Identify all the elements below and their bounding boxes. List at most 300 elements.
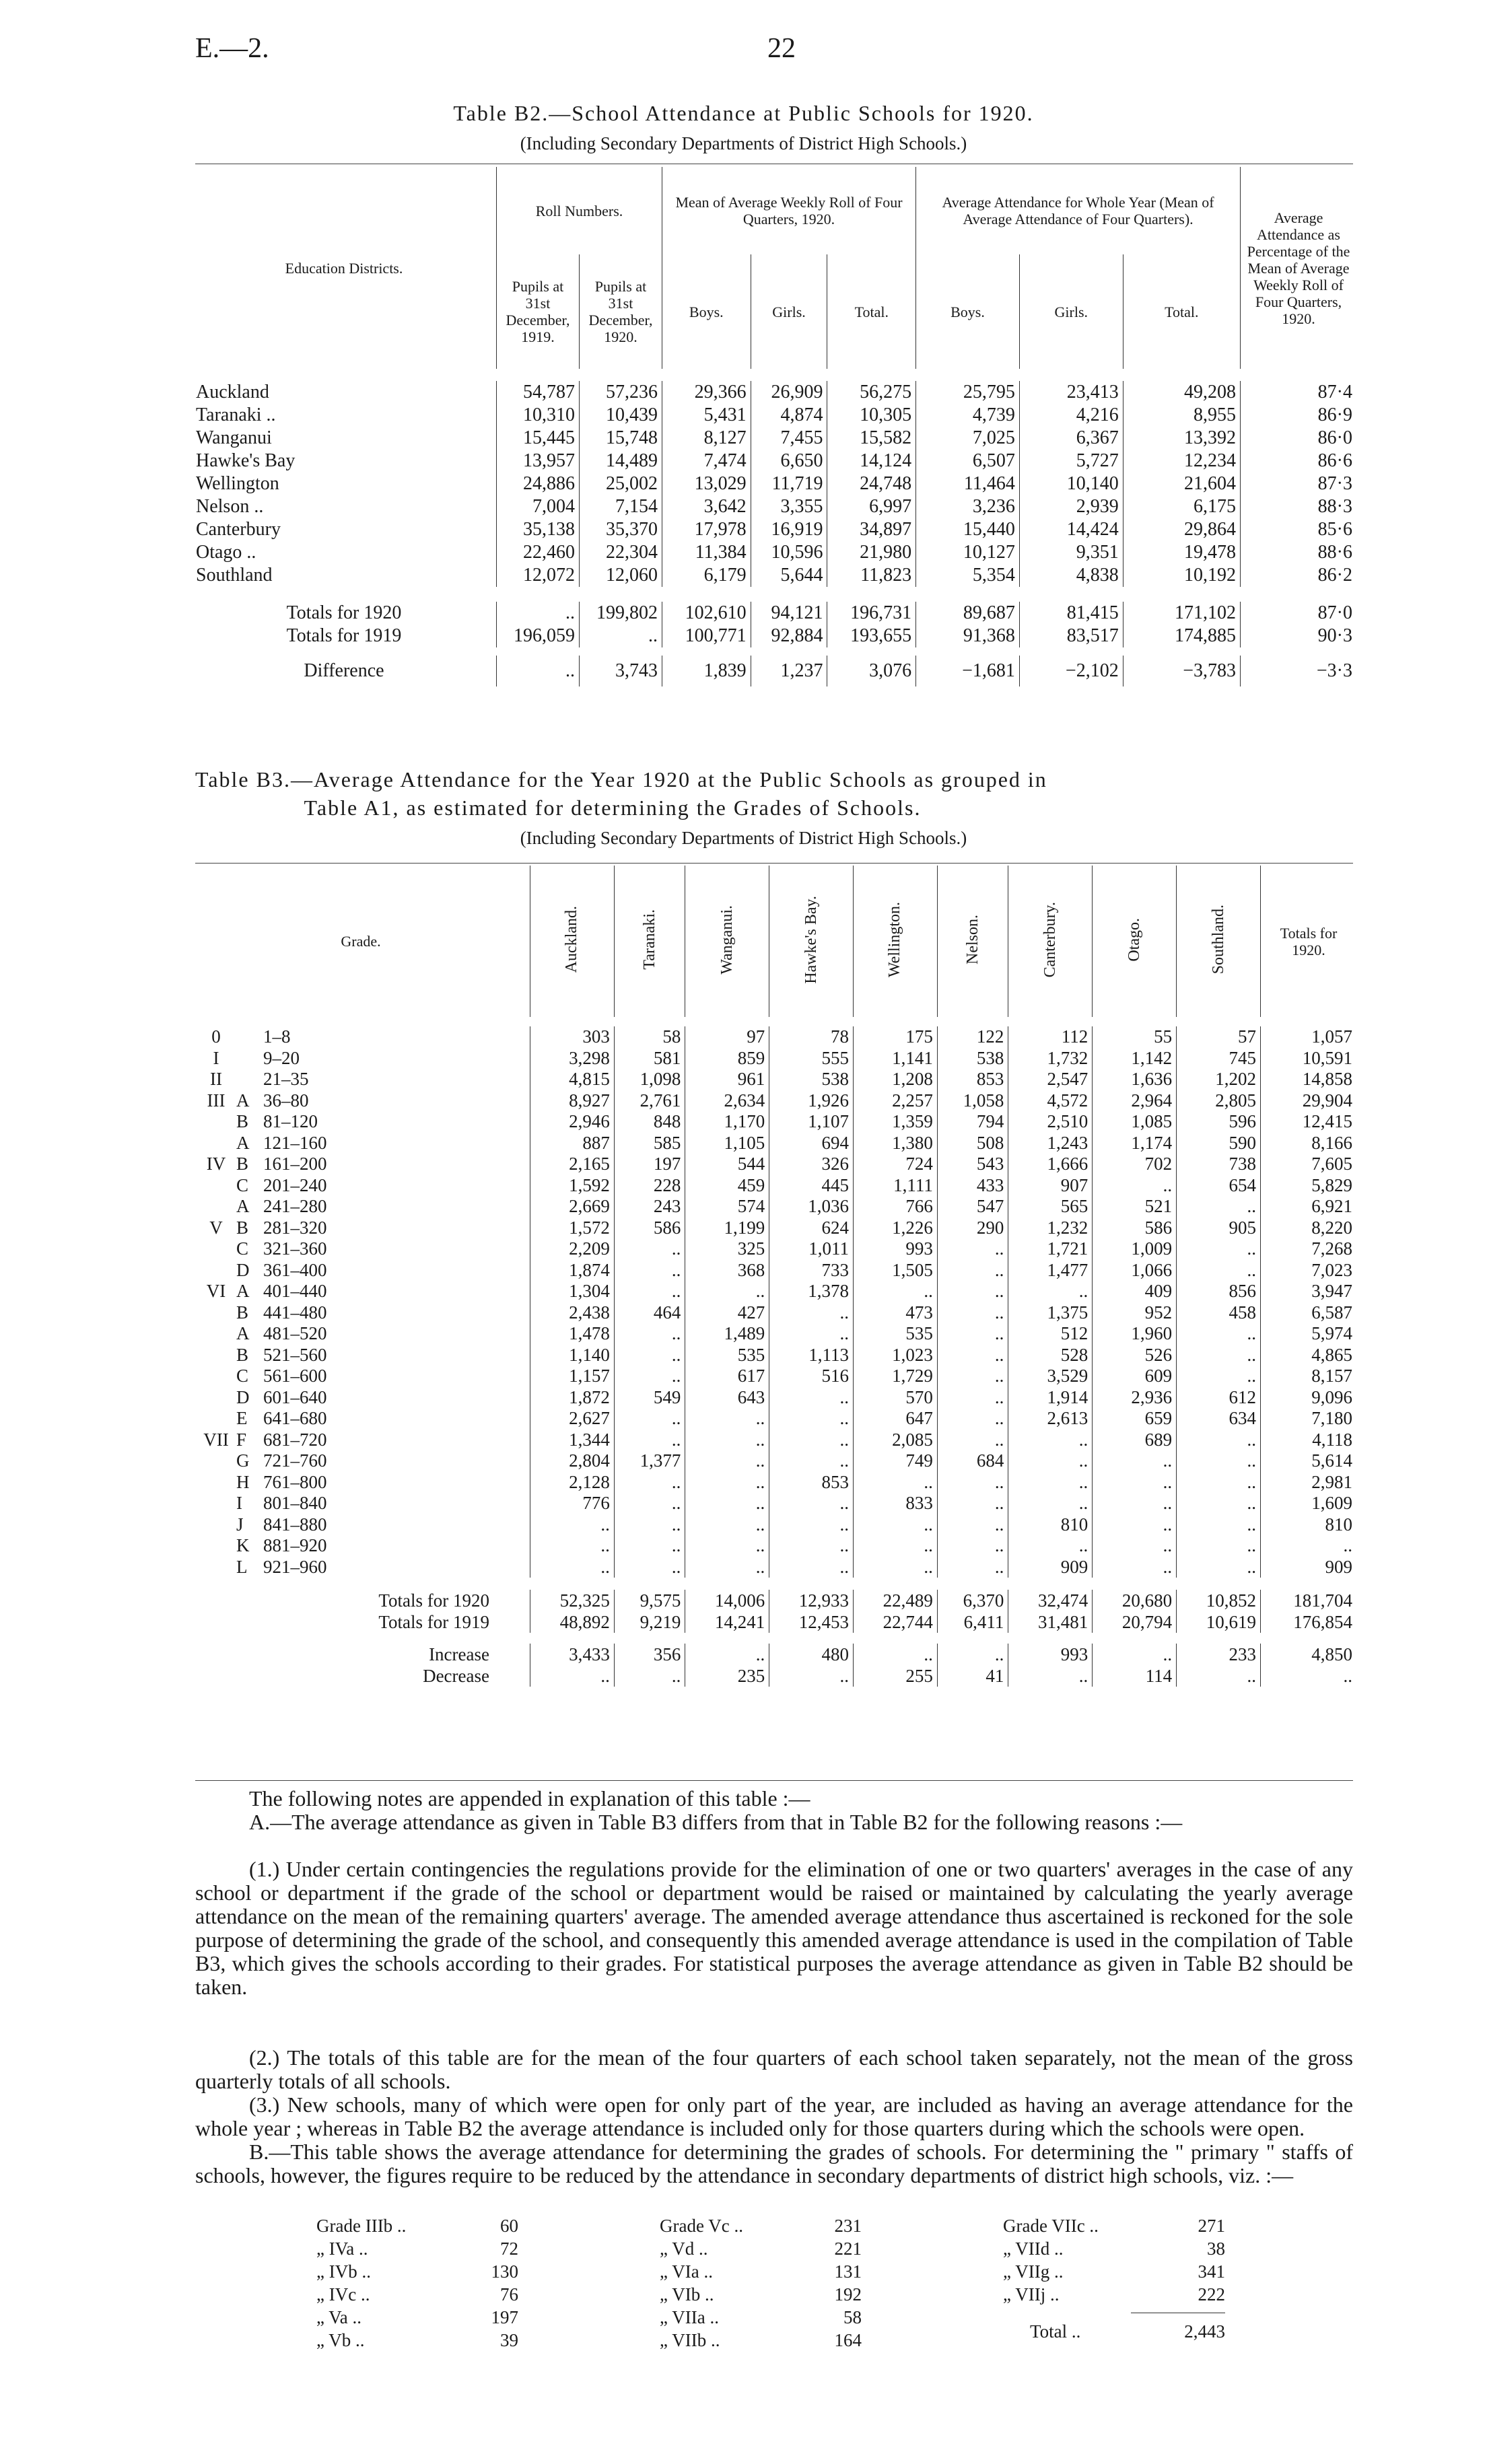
b3-cell: 766	[854, 1196, 938, 1218]
secondary-value: 39	[500, 2330, 518, 2350]
b3-cell: ..	[937, 1387, 1008, 1409]
b2-cell: 3,076	[827, 656, 916, 687]
secondary-value: 222	[1198, 2284, 1225, 2304]
b3-cell: ..	[614, 1260, 685, 1281]
grade-letter: A	[236, 1090, 250, 1111]
grade-letter: D	[236, 1259, 250, 1280]
b3-cell: 6,370	[937, 1590, 1008, 1611]
b3-cell: 1,009	[1093, 1238, 1177, 1260]
grade-cell	[192, 1430, 530, 1451]
b3-cell: 859	[685, 1048, 769, 1069]
b3-cell: 776	[530, 1493, 615, 1514]
b3-cell: 538	[769, 1069, 854, 1090]
b2-cell: 3,236	[916, 495, 1020, 518]
b3-cell: 1,344	[530, 1430, 615, 1451]
b3-cell: ..	[1177, 1196, 1261, 1218]
b3-cell: 8,157	[1261, 1366, 1357, 1387]
grade-cell	[192, 1048, 530, 1069]
b3-header-grade: Grade.	[341, 933, 381, 950]
b2-spacer	[192, 647, 1356, 656]
b3-increase-row	[192, 1644, 1356, 1665]
b2-cell: 12,234	[1123, 450, 1240, 472]
grade-range: 521–560	[263, 1344, 327, 1365]
b2-row	[192, 427, 1356, 450]
b3-cell: 535	[854, 1323, 938, 1345]
b3-cell: 581	[614, 1048, 685, 1069]
district-name: Wanganui	[196, 427, 272, 448]
b3-row-label: Decrease	[423, 1665, 489, 1686]
table-b3	[192, 866, 1356, 1687]
b2-spacer	[192, 369, 1356, 381]
b3-cell: 1,174	[1093, 1133, 1177, 1154]
secondary-value: 197	[491, 2307, 518, 2327]
b3-cell: ..	[769, 1514, 854, 1536]
b3-decrease-row	[192, 1665, 1356, 1687]
table-b3-caption-line2: Table A1, as estimated for determining the Grades of Schools.	[304, 796, 922, 820]
district-name: Taranaki ..	[196, 404, 276, 425]
b2-cell: 7,474	[662, 450, 751, 472]
b3-cell: 1,721	[1008, 1238, 1093, 1260]
b2-row	[192, 404, 1356, 427]
b2-cell: 22,304	[580, 541, 662, 564]
b2-cell: 24,748	[827, 472, 916, 495]
b3-cell: 433	[937, 1175, 1008, 1197]
b3-cell: 1,872	[530, 1387, 615, 1409]
secondary-grade: „ VIIb ..	[660, 2330, 720, 2350]
b3-cell: 853	[937, 1069, 1008, 1090]
b3-cell: ..	[685, 1281, 769, 1302]
secondary-grade: Grade Vc ..	[660, 2216, 743, 2236]
b3-cell: 1,199	[685, 1218, 769, 1239]
b3-header-district	[937, 866, 1008, 1017]
b3-row	[192, 1302, 1356, 1324]
b3-cell: 570	[854, 1387, 938, 1409]
b2-header-mean: Mean of Average Weekly Roll of Four Quarters, 1920.	[662, 167, 916, 254]
b2-cell: 35,138	[497, 518, 580, 541]
b3-cell: 122	[937, 1026, 1008, 1048]
b3-cell: 1,478	[530, 1323, 615, 1345]
b3-row	[192, 1196, 1356, 1218]
secondary-col-3	[1003, 2214, 1225, 2343]
b3-cell: 8,220	[1261, 1218, 1357, 1239]
grade-letter: D	[236, 1386, 250, 1407]
b3-cell: ..	[769, 1430, 854, 1451]
secondary-grade: „ VIb ..	[660, 2284, 714, 2304]
b3-cell: ..	[1093, 1514, 1177, 1536]
b3-cell: 1,141	[854, 1048, 938, 1069]
grade-range: 241–280	[263, 1196, 327, 1217]
b2-cell: 10,140	[1019, 472, 1123, 495]
b2-row	[192, 495, 1356, 518]
b2-cell: 10,192	[1123, 564, 1240, 587]
b3-cell: 4,118	[1261, 1430, 1357, 1451]
b2-cell: 3,642	[662, 495, 751, 518]
b3-cell: 647	[854, 1408, 938, 1430]
b3-cell: 993	[1008, 1644, 1093, 1665]
b3-cell: 55	[1093, 1026, 1177, 1048]
b2-cell: 10,127	[916, 541, 1020, 564]
district-name: Canterbury	[196, 519, 281, 540]
b3-row	[192, 1281, 1356, 1302]
b2-cell: 15,748	[580, 427, 662, 450]
grade-cell	[192, 1557, 530, 1578]
b3-cell: ..	[1261, 1665, 1357, 1687]
b3-header-district-label: Auckland.	[563, 906, 581, 973]
b3-cell: 586	[1093, 1218, 1177, 1239]
b3-cell: ..	[937, 1535, 1008, 1557]
secondary-grade: „ Va ..	[316, 2307, 361, 2327]
b3-cell: 4,865	[1261, 1345, 1357, 1366]
grade-letter: B	[236, 1344, 249, 1365]
grade-letter: H	[236, 1471, 250, 1492]
grade-letter: L	[236, 1556, 248, 1577]
grade-letter: C	[236, 1174, 249, 1195]
b3-cell: 952	[1093, 1302, 1177, 1324]
b3-cell: 325	[685, 1238, 769, 1260]
b3-row	[192, 1026, 1356, 1048]
table-b2-caption: Table B2.—School Attendance at Public Schools for 1920.	[453, 101, 1034, 125]
b2-cell: 11,719	[751, 472, 827, 495]
b2-cell: 14,424	[1019, 518, 1123, 541]
b3-cell: 1,111	[854, 1175, 938, 1197]
secondary-item	[316, 2237, 518, 2260]
secondary-item	[316, 2283, 518, 2306]
b2-cell: 8,955	[1123, 404, 1240, 427]
b2-cell: 87·0	[1241, 602, 1357, 625]
b3-cell: 1,057	[1261, 1026, 1357, 1048]
b2-cell: 23,413	[1019, 381, 1123, 404]
b3-cell: ..	[614, 1281, 685, 1302]
b3-cell: 8,927	[530, 1090, 615, 1112]
b2-cell: 86·6	[1241, 450, 1357, 472]
b2-cell: −2,102	[1019, 656, 1123, 687]
b3-cell: ..	[530, 1665, 615, 1687]
b3-cell: 2,209	[530, 1238, 615, 1260]
b2-cell: 199,802	[580, 602, 662, 625]
b3-cell: 22,489	[854, 1590, 938, 1611]
b3-cell: 2,805	[1177, 1090, 1261, 1112]
b2-cell: 5,644	[751, 564, 827, 587]
b3-cell: ..	[614, 1472, 685, 1493]
b3-cell: ..	[854, 1514, 938, 1536]
b2-cell: 81,415	[1019, 602, 1123, 625]
grade-range: 801–840	[263, 1493, 327, 1514]
b3-cell: 31,481	[1008, 1611, 1093, 1633]
b3-row	[192, 1450, 1356, 1472]
b3-cell: ..	[937, 1345, 1008, 1366]
b3-row	[192, 1472, 1356, 1493]
b3-cell: 1,505	[854, 1260, 938, 1281]
b3-cell: 52,325	[530, 1590, 615, 1611]
b2-cell: 10,439	[580, 404, 662, 427]
b3-cell: 1,609	[1261, 1493, 1357, 1514]
b3-cell: 233	[1177, 1644, 1261, 1665]
secondary-grade: „ VIIa ..	[660, 2307, 719, 2327]
b2-cell: 13,392	[1123, 427, 1240, 450]
notes-b: B.—This table shows the average attendance for determining the grades of schools. For determining the " primary " staffs of schools, however, the figures require to be reduced by the attendance in secondary departments of district high schools, viz. :—	[195, 2140, 1353, 2187]
b3-cell: 1,085	[1093, 1111, 1177, 1133]
grade-letter: B	[236, 1154, 249, 1174]
b3-cell: 1,636	[1093, 1069, 1177, 1090]
b3-cell: ..	[1093, 1450, 1177, 1472]
b2-cell: 25,002	[580, 472, 662, 495]
b3-cell: 8,166	[1261, 1133, 1357, 1154]
b3-cell: 617	[685, 1366, 769, 1387]
b3-cell: 12,415	[1261, 1111, 1357, 1133]
b2-cell: 193,655	[827, 625, 916, 647]
b3-cell: 733	[769, 1260, 854, 1281]
b2-cell: 85·6	[1241, 518, 1357, 541]
b3-cell: 609	[1093, 1366, 1177, 1387]
grade-letter: A	[236, 1132, 250, 1153]
page-header-code: E.—2.	[195, 33, 269, 64]
b2-row	[192, 564, 1356, 587]
b3-cell: ..	[937, 1366, 1008, 1387]
b2-row	[192, 541, 1356, 564]
b3-cell: 659	[1093, 1408, 1177, 1430]
b2-cell: 17,978	[662, 518, 751, 541]
b3-cell: 654	[1177, 1175, 1261, 1197]
secondary-value: 72	[500, 2239, 518, 2259]
b3-cell: 2,165	[530, 1154, 615, 1175]
b3-row	[192, 1260, 1356, 1281]
grade-letter: E	[236, 1408, 248, 1429]
b2-total-row	[192, 625, 1356, 647]
b3-cell: ..	[1008, 1535, 1093, 1557]
b3-cell: 2,936	[1093, 1387, 1177, 1409]
b3-cell: 544	[685, 1154, 769, 1175]
b3-cell: ..	[1177, 1535, 1261, 1557]
grade-cell	[192, 1090, 530, 1112]
b2-cell: −3,783	[1123, 656, 1240, 687]
b3-total-row	[192, 1611, 1356, 1633]
b3-cell: 689	[1093, 1430, 1177, 1451]
b2-header-total-avg: Total.	[1123, 254, 1240, 369]
b2-cell: 7,025	[916, 427, 1020, 450]
b3-cell: 1,208	[854, 1069, 938, 1090]
b3-cell: 538	[937, 1048, 1008, 1069]
secondary-item	[660, 2329, 862, 2352]
grade-cell	[192, 1175, 530, 1197]
b3-cell: 1,666	[1008, 1154, 1093, 1175]
secondary-item	[316, 2306, 518, 2329]
b2-header-roll: Roll Numbers.	[497, 167, 662, 254]
grade-cell	[192, 1111, 530, 1133]
district-name: Otago ..	[196, 542, 256, 563]
b3-header-district	[1008, 866, 1093, 1017]
b3-cell: 58	[614, 1026, 685, 1048]
b2-cell: 89,687	[916, 602, 1020, 625]
b3-cell: ..	[1177, 1472, 1261, 1493]
table-b2-subcaption: (Including Secondary Departments of District High Schools.)	[520, 133, 967, 153]
b3-cell: ..	[685, 1430, 769, 1451]
b3-row	[192, 1154, 1356, 1175]
b2-cell: 15,440	[916, 518, 1020, 541]
b3-cell: ..	[1177, 1514, 1261, 1536]
secondary-grade: „ IVa ..	[316, 2239, 368, 2259]
district-name: Auckland	[196, 382, 269, 402]
b2-cell: 14,124	[827, 450, 916, 472]
b2-cell: 11,464	[916, 472, 1020, 495]
secondary-grade: „ Vb ..	[316, 2330, 365, 2350]
b3-cell: ..	[937, 1302, 1008, 1324]
b2-cell: 22,460	[497, 541, 580, 564]
b3-cell: 14,006	[685, 1590, 769, 1611]
b3-cell: 1,359	[854, 1111, 938, 1133]
b3-row-label: Increase	[429, 1644, 489, 1664]
secondary-item	[660, 2260, 862, 2283]
b3-cell: 356	[614, 1644, 685, 1665]
b3-cell: 20,794	[1093, 1611, 1177, 1633]
b3-cell: ..	[685, 1535, 769, 1557]
grade-letter: C	[236, 1366, 249, 1386]
b3-cell: 585	[614, 1133, 685, 1154]
b3-cell: 473	[854, 1302, 938, 1324]
b3-cell: 6,587	[1261, 1302, 1357, 1324]
b3-cell: 1,023	[854, 1345, 938, 1366]
b3-cell: 14,241	[685, 1611, 769, 1633]
b3-cell: 909	[1008, 1557, 1093, 1578]
b2-cell: 171,102	[1123, 602, 1240, 625]
secondary-item	[316, 2329, 518, 2352]
b2-cell: 24,886	[497, 472, 580, 495]
b3-cell: 853	[769, 1472, 854, 1493]
b2-cell: 88·6	[1241, 541, 1357, 564]
grade-range: 21–35	[263, 1069, 309, 1090]
b3-cell: 114	[1093, 1665, 1177, 1687]
b2-cell: 100,771	[662, 625, 751, 647]
b3-cell: 684	[937, 1450, 1008, 1472]
b3-cell: 1,375	[1008, 1302, 1093, 1324]
b3-cell: 255	[854, 1665, 938, 1687]
b3-cell: ..	[769, 1302, 854, 1324]
b2-cell: 6,507	[916, 450, 1020, 472]
b3-cell: 2,804	[530, 1450, 615, 1472]
district-name: Hawke's Bay	[196, 450, 296, 471]
b3-cell: 9,096	[1261, 1387, 1357, 1409]
secondary-item	[316, 2260, 518, 2283]
b3-header-district	[1093, 866, 1177, 1017]
b3-cell: ..	[937, 1238, 1008, 1260]
b3-cell: 1,058	[937, 1090, 1008, 1112]
b3-cell: 1,066	[1093, 1260, 1177, 1281]
b3-cell: 290	[937, 1218, 1008, 1239]
b3-cell: 1,232	[1008, 1218, 1093, 1239]
secondary-total-label: Total ..	[1030, 2321, 1081, 2342]
grade-numeral: I	[213, 1047, 219, 1068]
b3-cell: 907	[1008, 1175, 1093, 1197]
b3-cell: 586	[614, 1218, 685, 1239]
b3-row-label: Totals for 1920	[378, 1590, 489, 1611]
secondary-item	[1003, 2260, 1225, 2283]
b2-cell: 2,939	[1019, 495, 1123, 518]
b2-row	[192, 381, 1356, 404]
b3-header-totals: Totals for 1920.	[1261, 866, 1357, 1017]
b3-cell: 905	[1177, 1218, 1261, 1239]
b2-cell: ..	[497, 656, 580, 687]
b3-cell: 4,815	[530, 1069, 615, 1090]
grade-cell	[192, 1387, 530, 1409]
b3-cell: 228	[614, 1175, 685, 1197]
b3-cell: 574	[685, 1196, 769, 1218]
b3-cell: 10,852	[1177, 1590, 1261, 1611]
b3-cell: 2,257	[854, 1090, 938, 1112]
grade-cell	[192, 1472, 530, 1493]
b3-cell: 810	[1261, 1514, 1357, 1536]
b2-cell: 94,121	[751, 602, 827, 625]
b3-row	[192, 1408, 1356, 1430]
b3-cell: 10,591	[1261, 1048, 1357, 1069]
b3-header-district	[769, 866, 854, 1017]
b3-row	[192, 1111, 1356, 1133]
table-b3-caption-line1: Table B3.—Average Attendance for the Year 1920 at the Public Schools as grouped in	[195, 767, 1047, 791]
b3-cell: 909	[1261, 1557, 1357, 1578]
notes-paragraph-2: (2.) The totals of this table are for the mean of the four quarters of each school taken separately, not the mean of the gross quarterly totals of all schools.	[195, 2045, 1353, 2093]
b2-cell: 6,997	[827, 495, 916, 518]
b3-cell: 1,378	[769, 1281, 854, 1302]
b3-cell: ..	[1093, 1644, 1177, 1665]
b2-header-avg: Average Attendance for Whole Year (Mean of Average Attendance of Four Quarters).	[916, 167, 1241, 254]
b2-cell: 196,731	[827, 602, 916, 625]
secondary-item	[1003, 2237, 1225, 2260]
b2-cell: 83,517	[1019, 625, 1123, 647]
b3-cell: ..	[1177, 1493, 1261, 1514]
b3-cell: ..	[769, 1408, 854, 1430]
b3-cell: ..	[1093, 1535, 1177, 1557]
b3-cell: 2,981	[1261, 1472, 1357, 1493]
b2-cell: 49,208	[1123, 381, 1240, 404]
notes-intro: The following notes are appended in explanation of this table :—	[249, 1786, 810, 1810]
b2-cell: −3·3	[1241, 656, 1357, 687]
b3-cell: 197	[614, 1154, 685, 1175]
grade-letter: B	[236, 1111, 249, 1132]
b3-cell: 2,634	[685, 1090, 769, 1112]
b3-cell: ..	[614, 1366, 685, 1387]
grade-numeral: VI	[206, 1281, 226, 1302]
grade-cell	[192, 1345, 530, 1366]
b3-cell: 1,170	[685, 1111, 769, 1133]
b3-cell: 535	[685, 1345, 769, 1366]
grade-cell	[192, 1238, 530, 1260]
grade-range: 441–480	[263, 1302, 327, 1323]
b2-cell: 6,179	[662, 564, 751, 587]
secondary-grade: „ IVc ..	[316, 2284, 370, 2304]
b3-cell: 724	[854, 1154, 938, 1175]
b3-row	[192, 1133, 1356, 1154]
b3-cell: 409	[1093, 1281, 1177, 1302]
grade-range: 161–200	[263, 1154, 327, 1174]
secondary-value: 192	[834, 2284, 862, 2304]
b3-cell: 3,433	[530, 1644, 615, 1665]
b3-cell: ..	[937, 1472, 1008, 1493]
b3-header-district-label: Wanganui.	[718, 905, 736, 975]
grade-numeral: VII	[203, 1429, 229, 1450]
b3-cell: 20,680	[1093, 1590, 1177, 1611]
b3-cell: ..	[614, 1535, 685, 1557]
b3-cell: ..	[685, 1408, 769, 1430]
b2-spacer	[192, 587, 1356, 602]
secondary-item	[1003, 2283, 1225, 2306]
grade-cell	[192, 1366, 530, 1387]
b2-cell: 4,739	[916, 404, 1020, 427]
b3-cell: 1,572	[530, 1218, 615, 1239]
grade-range: 761–800	[263, 1471, 327, 1492]
b3-cell: 5,614	[1261, 1450, 1357, 1472]
b3-cell: 1,243	[1008, 1133, 1093, 1154]
b3-cell: 9,575	[614, 1590, 685, 1611]
grade-range: 601–640	[263, 1386, 327, 1407]
b3-cell: 1,477	[1008, 1260, 1093, 1281]
